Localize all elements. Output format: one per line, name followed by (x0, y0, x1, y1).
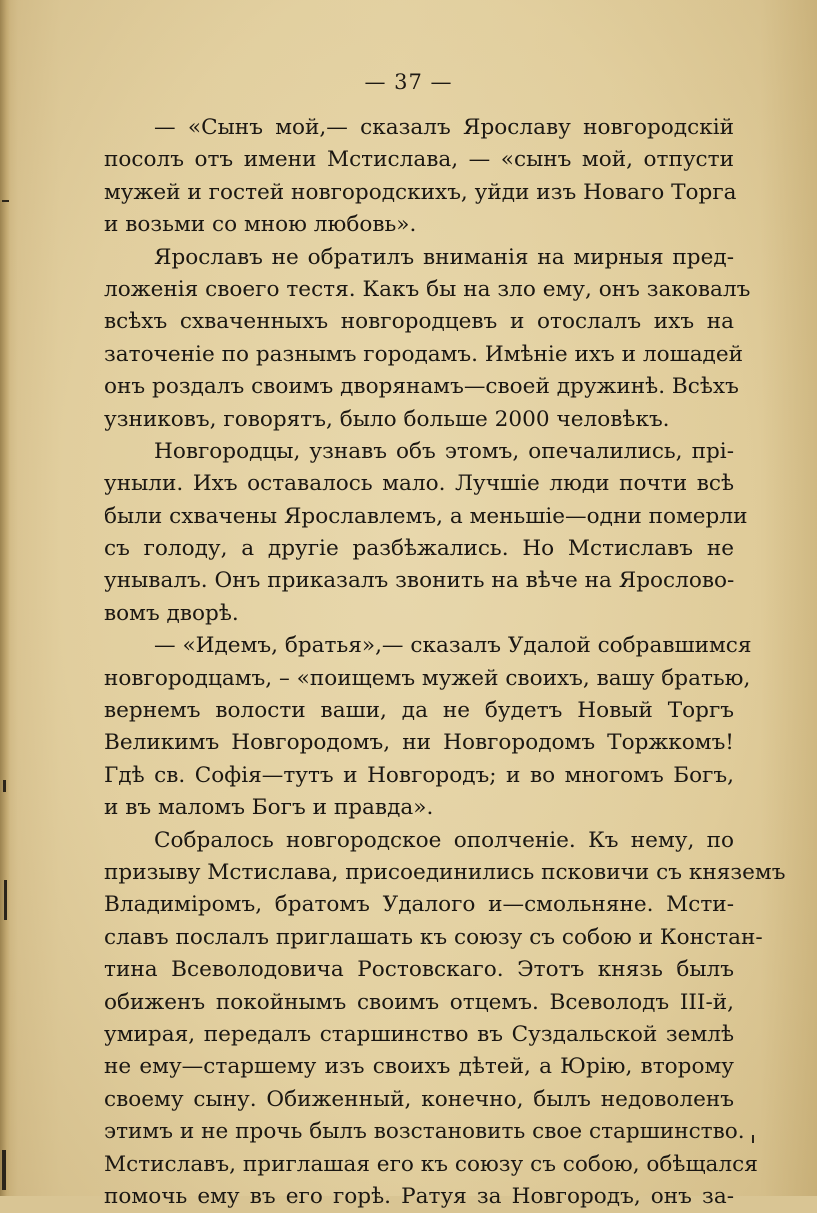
text-line: призыву Мстислава, присоединились псковичи съ княземъ (104, 859, 786, 885)
text-line: своему сыну. Обиженный, конечно, былъ недоволенъ (104, 1086, 734, 1112)
text-line: и возьми со мною любовь». (104, 212, 417, 238)
text-line: этимъ и не прочь былъ возстановить свое старшинство. (104, 1119, 745, 1145)
text-line: — «Сынъ мой,— сказалъ Ярославу новгородскій (154, 115, 734, 140)
text-line: новгородцамъ, – «поищемъ мужей своихъ, вашу братью, (104, 665, 751, 691)
text-line: славъ послалъ приглашать къ союзу съ собою и Констан- (104, 924, 763, 950)
text-line: умирая, передалъ старшинство въ Суздальской землѣ (104, 1021, 734, 1047)
margin-mark (752, 1135, 754, 1143)
text-line: были схвачены Ярославлемъ, а меньшіе—одни померли (104, 503, 748, 529)
text-line: помочь ему въ его горѣ. Ратуя за Новгородъ, онъ за- (104, 1183, 734, 1209)
text-line: Собралось новгородское ополченіе. Къ нему, по (154, 827, 734, 853)
text-line: ложенія своего тестя. Какъ бы на зло ему, онъ заковалъ (104, 276, 751, 302)
margin-mark (3, 780, 6, 792)
margin-mark (2, 1150, 6, 1190)
text-line: узниковъ, говорятъ, было больше 2000 человѣкъ. (104, 406, 670, 432)
text-line: и въ маломъ Богъ и правда». (104, 795, 434, 821)
text-line: не ему—старшему изъ своихъ дѣтей, а Юрію, второму (104, 1054, 734, 1080)
text-line: уныли. Ихъ оставалось мало. Лучшіе люди почти всѣ (104, 471, 734, 497)
text-line: вернемъ волости ваши, да не будетъ Новый Торгъ (104, 698, 734, 724)
text-line: всѣхъ схваченныхъ новгородцевъ и отослалъ ихъ на (104, 309, 734, 335)
text-line: онъ роздалъ своимъ дворянамъ—своей дружинѣ. Всѣхъ (104, 374, 739, 400)
text-line: Новгородцы, узнавъ объ этомъ, опечалились, прі- (154, 438, 734, 464)
text-line: унывалъ. Онъ приказалъ звонить на вѣче на Ярослово- (104, 568, 735, 594)
text-line: Ярославъ не обратилъ вниманія на мирныя пред- (154, 244, 734, 270)
margin-mark (2, 200, 9, 202)
text-line: съ голоду, а другіе разбѣжались. Но Мстиславъ не (104, 536, 734, 562)
page-edge-shadow (0, 0, 10, 1196)
text-line: Великимъ Новгородомъ, ни Новгородомъ Торжкомъ! (104, 730, 734, 756)
text-line: Мстиславъ, приглашая его къ союзу съ собою, обѣщался (104, 1151, 758, 1177)
text-line: посолъ отъ имени Мстислава, — «сынъ мой, отпусти (104, 147, 734, 173)
text-line: вомъ дворѣ. (104, 600, 239, 626)
text-line: тина Всеволодовича Ростовскаго. Этотъ князь былъ (104, 957, 734, 983)
text-line: мужей и гостей новгородскихъ, уйди изъ Новаго Торга (104, 179, 737, 205)
page-number: — 37 — (364, 70, 453, 94)
text-line: — «Идемъ, братья»,— сказалъ Удалой собравшимся (154, 633, 752, 659)
text-line: обиженъ покойнымъ своимъ отцемъ. Всеволодъ III-й, (104, 989, 734, 1015)
body-text (104, 112, 786, 1213)
margin-mark (4, 880, 7, 920)
text-line: Владиміромъ, братомъ Удалого и—смольняне. Мсти- (104, 892, 734, 918)
text-line: заточеніе по разнымъ городамъ. Имѣніе ихъ и лошадей (104, 341, 744, 367)
text-line: Гдѣ св. Софія—тутъ и Новгородъ; и во многомъ Богъ, (104, 762, 734, 788)
